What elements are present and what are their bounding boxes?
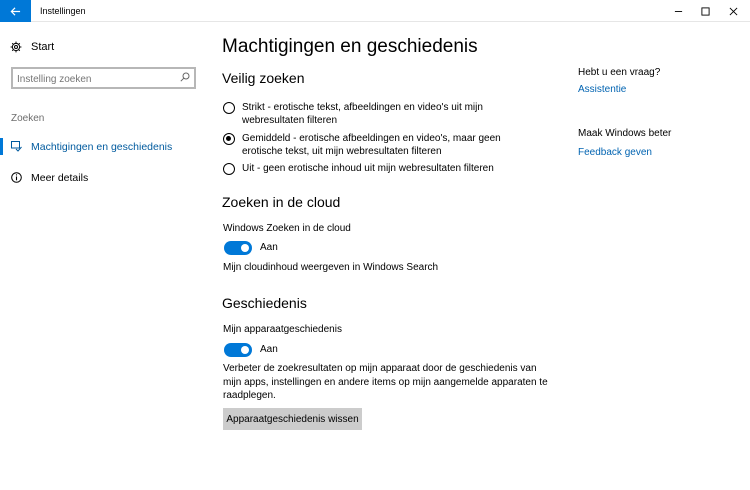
device-history-setting-label: Mijn apparaatgeschiedenis (223, 324, 342, 335)
cloud-search-heading: Zoeken in de cloud (222, 194, 341, 210)
device-history-toggle[interactable] (224, 343, 252, 357)
sidebar-item-more-details-label: Meer details (31, 172, 89, 184)
toggle-knob (241, 244, 249, 252)
sidebar-item-more-details[interactable] (0, 165, 207, 191)
safe-search-option-moderate-label: Gemiddeld - erotische afbeeldingen en video's, maar geen erotische tekst, uit mijn webresultaten filteren (242, 133, 501, 157)
cloud-search-setting-label: Windows Zoeken in de cloud (223, 223, 351, 234)
gear-icon (10, 41, 22, 53)
safe-search-option-off-label: Uit - geen erotische inhoud uit mijn webresultaten filteren (242, 163, 494, 174)
question-heading: Hebt u een vraag? (578, 67, 661, 78)
window-title: Instellingen (40, 6, 86, 16)
sidebar-item-permissions-label: Machtigingen en geschiedenis (31, 141, 173, 153)
minimize-button[interactable] (664, 0, 692, 22)
maximize-icon (701, 7, 710, 16)
title-bar (0, 0, 750, 22)
toggle-knob (241, 346, 249, 354)
sidebar-item-start-label: Start (31, 41, 55, 53)
info-icon (11, 172, 22, 183)
close-icon (729, 7, 738, 16)
safe-search-option-strict[interactable] (223, 101, 532, 127)
settings-search-input[interactable] (13, 71, 173, 89)
sidebar-item-start[interactable] (10, 41, 54, 53)
cloud-search-description: Mijn cloudinhoud weergeven in Windows Search (223, 262, 439, 273)
safe-search-heading: Veilig zoeken (222, 70, 305, 86)
feedback-link[interactable]: Feedback geven (578, 147, 652, 158)
cloud-search-toggle-state: Aan (260, 242, 278, 253)
close-button[interactable] (719, 0, 747, 22)
improve-windows-heading: Maak Windows beter (578, 128, 672, 139)
arrow-left-icon (10, 6, 21, 17)
safe-search-option-strict-label: Strikt - erotische tekst, afbeeldingen en video's uit mijn webresultaten filteren (242, 102, 483, 126)
minimize-icon (674, 7, 683, 16)
page-title: Machtigingen en geschiedenis (222, 36, 478, 57)
sidebar (0, 22, 207, 490)
settings-search-box[interactable] (11, 67, 196, 89)
search-icon[interactable] (180, 72, 190, 82)
permissions-icon (11, 141, 22, 152)
device-history-description: Verbeter de zoekresultaten op mijn apparaat door de geschiedenis van mijn apps, instellingen en andere items op mijn aangemelde apparaten te raadplegen. (223, 363, 548, 401)
safe-search-option-moderate[interactable] (223, 132, 532, 158)
assistance-link[interactable]: Assistentie (578, 84, 627, 95)
active-indicator (0, 138, 3, 155)
clear-device-history-button[interactable]: Apparaatgeschiedenis wissen (223, 408, 362, 430)
device-history-toggle-state: Aan (260, 344, 278, 355)
history-heading: Geschiedenis (222, 295, 307, 311)
sidebar-section-label: Zoeken (11, 113, 45, 124)
cloud-search-toggle[interactable] (224, 241, 252, 255)
safe-search-option-off[interactable] (223, 162, 532, 175)
radio-button[interactable] (223, 102, 235, 114)
radio-dot (226, 136, 231, 141)
radio-button-selected[interactable] (223, 133, 235, 145)
sidebar-item-permissions[interactable] (0, 134, 207, 160)
back-button[interactable] (0, 0, 31, 22)
radio-button[interactable] (223, 163, 235, 175)
maximize-button[interactable] (691, 0, 719, 22)
